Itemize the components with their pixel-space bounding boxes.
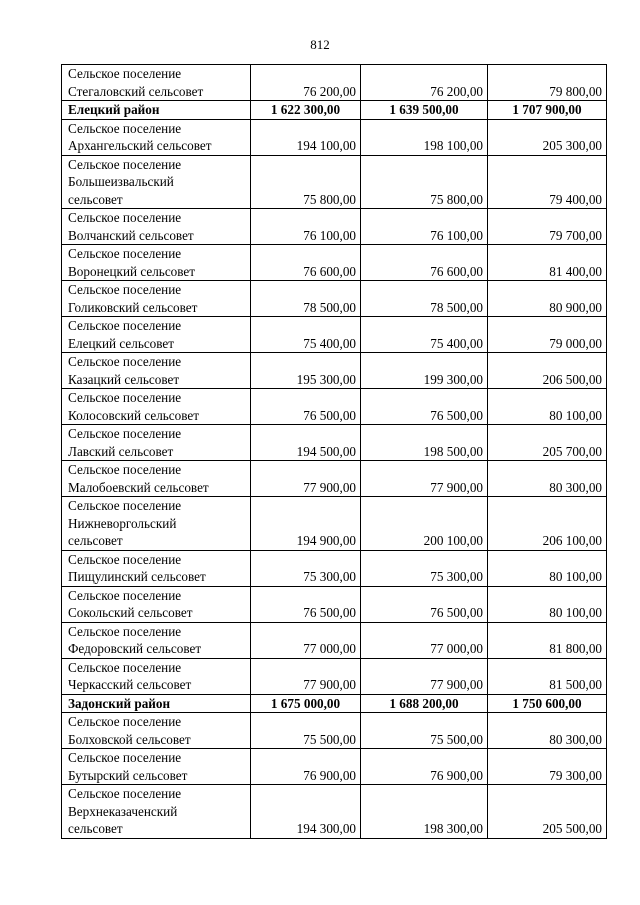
amount-cell-2: 75 500,00 xyxy=(361,713,488,749)
amount-cell-1: 75 800,00 xyxy=(251,155,361,209)
name-line: Бутырский сельсовет xyxy=(68,767,188,783)
name-line: Федоровский сельсовет xyxy=(68,641,202,656)
name-line: сельсовет xyxy=(68,191,123,207)
amount-cell-3: 79 800,00 xyxy=(488,65,607,101)
table-row xyxy=(62,353,607,389)
name-line: Стегаловский сельсовет xyxy=(68,83,204,99)
table-row xyxy=(62,425,607,461)
amount-cell-2: 75 400,00 xyxy=(361,317,488,353)
settlement-name-cell xyxy=(62,550,251,586)
amount-cell-1: 75 400,00 xyxy=(251,317,361,353)
table-row xyxy=(62,658,607,694)
amount-cell-3: 81 800,00 xyxy=(488,622,607,658)
name-line: Сельское поселение xyxy=(68,498,182,513)
amount-cell-2: 76 600,00 xyxy=(361,245,488,281)
amount-cell-1: 76 100,00 xyxy=(251,209,361,245)
name-line: Черкасский сельсовет xyxy=(68,677,192,692)
name-line: Сельское поселение xyxy=(68,66,182,81)
name-line: Волчанский сельсовет xyxy=(68,227,194,243)
settlement-name-cell xyxy=(62,281,251,317)
amount-cell-3: 81 400,00 xyxy=(488,245,607,281)
name-line: Сокольский сельсовет xyxy=(68,605,193,620)
name-line: Сельское поселение xyxy=(68,318,182,333)
amount-cell-1: 75 300,00 xyxy=(251,550,361,586)
amount-cell-2: 75 800,00 xyxy=(361,155,488,209)
table-row xyxy=(62,155,607,209)
amount-cell-3: 80 100,00 xyxy=(488,550,607,586)
amount-cell-2: 76 500,00 xyxy=(361,389,488,425)
amount-cell-2: 198 500,00 xyxy=(361,425,488,461)
amount-cell-1: 77 000,00 xyxy=(251,622,361,658)
district-row xyxy=(62,101,607,120)
settlement-name-cell xyxy=(62,353,251,389)
amount-cell-3: 81 500,00 xyxy=(488,658,607,694)
name-line: Казацкий сельсовет xyxy=(68,371,180,387)
amount-cell-1: 194 900,00 xyxy=(251,497,361,551)
amount-cell-3: 1 707 900,00 xyxy=(488,101,607,120)
amount-cell-3: 80 900,00 xyxy=(488,281,607,317)
table-row xyxy=(62,119,607,155)
amount-cell-2: 76 200,00 xyxy=(361,65,488,101)
name-line: Сельское поселение xyxy=(68,426,182,441)
name-line: Пищулинский сельсовет xyxy=(68,569,206,584)
table-row xyxy=(62,317,607,353)
name-line: Елецкий сельсовет xyxy=(68,335,175,351)
name-line: сельсовет xyxy=(68,533,123,548)
amount-cell-2: 1 688 200,00 xyxy=(361,694,488,713)
amount-cell-1: 195 300,00 xyxy=(251,353,361,389)
page-number: 812 xyxy=(310,37,330,52)
amount-cell-3: 1 750 600,00 xyxy=(488,694,607,713)
name-line: Сельское поселение xyxy=(68,120,182,136)
amount-cell-2: 75 300,00 xyxy=(361,550,488,586)
amount-cell-1: 76 500,00 xyxy=(251,586,361,622)
amount-cell-3: 79 300,00 xyxy=(488,749,607,785)
name-line: Верхнеказаченский xyxy=(68,803,178,819)
name-line: Сельское поселение xyxy=(68,462,182,477)
amount-cell-3: 205 500,00 xyxy=(488,785,607,839)
amount-cell-1: 194 300,00 xyxy=(251,785,361,839)
name-line: Задонский район xyxy=(68,695,171,711)
name-line: Сельское поселение xyxy=(68,282,182,297)
name-line: Большеизвальский xyxy=(68,174,174,189)
table-body xyxy=(62,65,607,839)
amount-cell-1: 1 622 300,00 xyxy=(251,101,361,120)
table-row xyxy=(62,461,607,497)
amount-cell-3: 79 400,00 xyxy=(488,155,607,209)
name-line: Сельское поселение xyxy=(68,587,182,603)
name-line: Сельское поселение xyxy=(68,210,182,225)
table-row xyxy=(62,713,607,749)
amount-cell-1: 75 500,00 xyxy=(251,713,361,749)
settlement-name-cell xyxy=(62,749,251,785)
amount-cell-3: 206 100,00 xyxy=(488,497,607,551)
settlement-name-cell xyxy=(62,713,251,749)
amount-cell-2: 198 300,00 xyxy=(361,785,488,839)
amount-cell-2: 78 500,00 xyxy=(361,281,488,317)
district-row xyxy=(62,694,607,713)
amount-cell-2: 77 900,00 xyxy=(361,658,488,694)
table-row xyxy=(62,785,607,839)
settlement-name-cell xyxy=(62,317,251,353)
settlement-name-cell xyxy=(62,209,251,245)
amount-cell-3: 80 100,00 xyxy=(488,586,607,622)
amount-cell-1: 76 600,00 xyxy=(251,245,361,281)
settlement-name-cell xyxy=(62,155,251,209)
amount-cell-3: 206 500,00 xyxy=(488,353,607,389)
table-row xyxy=(62,389,607,425)
budget-table xyxy=(61,64,607,839)
name-line: Сельское поселение xyxy=(68,714,182,729)
amount-cell-2: 76 100,00 xyxy=(361,209,488,245)
amount-cell-3: 80 300,00 xyxy=(488,461,607,497)
name-line: Сельское поселение xyxy=(68,354,182,369)
amount-cell-1: 77 900,00 xyxy=(251,658,361,694)
settlement-name-cell xyxy=(62,785,251,839)
amount-cell-1: 76 900,00 xyxy=(251,749,361,785)
settlement-name-cell xyxy=(62,245,251,281)
name-line: Сельское поселение xyxy=(68,551,182,567)
name-line: Сельское поселение xyxy=(68,786,182,801)
amount-cell-2: 200 100,00 xyxy=(361,497,488,551)
table-row xyxy=(62,65,607,101)
amount-cell-3: 205 300,00 xyxy=(488,119,607,155)
table-row xyxy=(62,749,607,785)
amount-cell-3: 79 700,00 xyxy=(488,209,607,245)
amount-cell-3: 80 300,00 xyxy=(488,713,607,749)
settlement-name-cell xyxy=(62,119,251,155)
settlement-name-cell xyxy=(62,425,251,461)
table-row xyxy=(62,622,607,658)
name-line: Болховской сельсовет xyxy=(68,731,191,747)
name-line: Архангельский сельсовет xyxy=(68,138,212,153)
settlement-name-cell xyxy=(62,389,251,425)
name-line: сельсовет xyxy=(68,821,123,836)
amount-cell-2: 76 500,00 xyxy=(361,586,488,622)
name-line: Сельское поселение xyxy=(68,246,182,261)
name-line: Сельское поселение xyxy=(68,390,182,405)
table-row xyxy=(62,209,607,245)
district-name-cell xyxy=(62,694,251,713)
table-row xyxy=(62,281,607,317)
amount-cell-2: 76 900,00 xyxy=(361,749,488,785)
settlement-name-cell xyxy=(62,622,251,658)
table-row xyxy=(62,550,607,586)
amount-cell-2: 198 100,00 xyxy=(361,119,488,155)
amount-cell-3: 79 000,00 xyxy=(488,317,607,353)
amount-cell-1: 77 900,00 xyxy=(251,461,361,497)
amount-cell-1: 194 100,00 xyxy=(251,119,361,155)
settlement-name-cell xyxy=(62,461,251,497)
name-line: Лавский сельсовет xyxy=(68,443,174,459)
amount-cell-1: 194 500,00 xyxy=(251,425,361,461)
name-line: Нижневоргольский xyxy=(68,515,177,531)
name-line: Елецкий район xyxy=(68,102,160,117)
amount-cell-1: 78 500,00 xyxy=(251,281,361,317)
name-line: Сельское поселение xyxy=(68,750,182,765)
table-row xyxy=(62,586,607,622)
settlement-name-cell xyxy=(62,586,251,622)
name-line: Колосовский сельсовет xyxy=(68,407,200,423)
name-line: Воронецкий сельсовет xyxy=(68,263,196,279)
name-line: Голиковский сельсовет xyxy=(68,299,198,315)
table-row xyxy=(62,497,607,551)
amount-cell-1: 1 675 000,00 xyxy=(251,694,361,713)
name-line: Сельское поселение xyxy=(68,623,182,639)
amount-cell-3: 80 100,00 xyxy=(488,389,607,425)
name-line: Сельское поселение xyxy=(68,156,182,172)
settlement-name-cell xyxy=(62,497,251,551)
amount-cell-2: 77 900,00 xyxy=(361,461,488,497)
settlement-name-cell xyxy=(62,65,251,101)
amount-cell-3: 205 700,00 xyxy=(488,425,607,461)
name-line: Малобоевский сельсовет xyxy=(68,479,209,495)
table-row xyxy=(62,245,607,281)
amount-cell-1: 76 500,00 xyxy=(251,389,361,425)
amount-cell-2: 199 300,00 xyxy=(361,353,488,389)
settlement-name-cell xyxy=(62,658,251,694)
district-name-cell xyxy=(62,101,251,120)
amount-cell-2: 1 639 500,00 xyxy=(361,101,488,120)
amount-cell-2: 77 000,00 xyxy=(361,622,488,658)
amount-cell-1: 76 200,00 xyxy=(251,65,361,101)
name-line: Сельское поселение xyxy=(68,659,182,675)
